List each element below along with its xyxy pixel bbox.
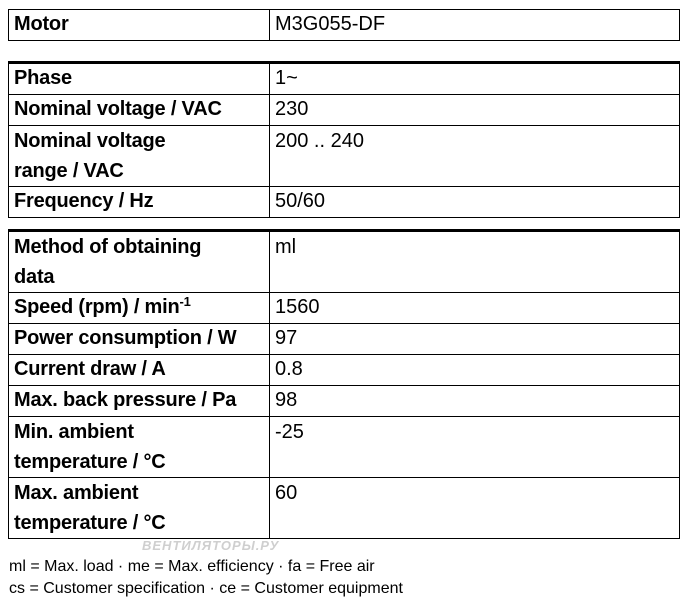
motor-value: M3G055-DF [270, 10, 680, 41]
method-label-line2: data [14, 266, 55, 288]
max-temp-label [9, 478, 270, 539]
voltage-range-label-line1: Nominal voltage [14, 130, 166, 152]
footnote-line2: cs = Customer specification · ce = Customer equipment [9, 580, 403, 597]
voltage-range-value: 200 .. 240 [270, 126, 680, 187]
power-value: 97 [270, 324, 680, 355]
method-label [9, 231, 270, 293]
max-temp-label-line1: Max. ambient [14, 482, 139, 504]
phase-label: Phase [9, 63, 270, 95]
table-row [9, 187, 680, 218]
nominal-voltage-label: Nominal voltage / VAC [9, 95, 270, 126]
electrical-table [8, 61, 680, 218]
speed-label [9, 293, 270, 324]
max-temp-label-line2: temperature / °C [14, 512, 166, 534]
performance-table [8, 229, 680, 539]
back-pressure-value: 98 [270, 386, 680, 417]
min-temp-label [9, 417, 270, 478]
speed-label-text: Speed (rpm) / min [14, 296, 180, 318]
back-pressure-label: Max. back pressure / Pa [9, 386, 270, 417]
table-row [9, 10, 680, 41]
min-temp-label-line1: Min. ambient [14, 421, 134, 443]
frequency-value: 50/60 [270, 187, 680, 218]
motor-table [8, 9, 680, 41]
voltage-range-label-line2: range / VAC [14, 160, 124, 182]
nominal-voltage-value: 230 [270, 95, 680, 126]
table-row [9, 63, 680, 95]
voltage-range-label [9, 126, 270, 187]
table-row [9, 126, 680, 187]
max-temp-value: 60 [270, 478, 680, 539]
frequency-label: Frequency / Hz [9, 187, 270, 218]
current-label: Current draw / A [9, 355, 270, 386]
min-temp-label-line2: temperature / °C [14, 451, 166, 473]
table-row [9, 324, 680, 355]
speed-label-sup: -1 [179, 294, 191, 309]
table-row [9, 231, 680, 293]
motor-label: Motor [9, 10, 270, 41]
table-row [9, 478, 680, 539]
watermark: ВЕНТИЛЯТОРЫ.РУ [142, 538, 280, 553]
method-value: ml [270, 231, 680, 293]
method-label-line1: Method of obtaining [14, 236, 202, 258]
table-row [9, 293, 680, 324]
current-value: 0.8 [270, 355, 680, 386]
power-label: Power consumption / W [9, 324, 270, 355]
phase-value: 1~ [270, 63, 680, 95]
table-row [9, 417, 680, 478]
speed-value: 1560 [270, 293, 680, 324]
table-row [9, 355, 680, 386]
footnote-line1: ml = Max. load · me = Max. efficiency · fa = Free air [9, 558, 375, 575]
table-row [9, 386, 680, 417]
table-row [9, 95, 680, 126]
min-temp-value: -25 [270, 417, 680, 478]
